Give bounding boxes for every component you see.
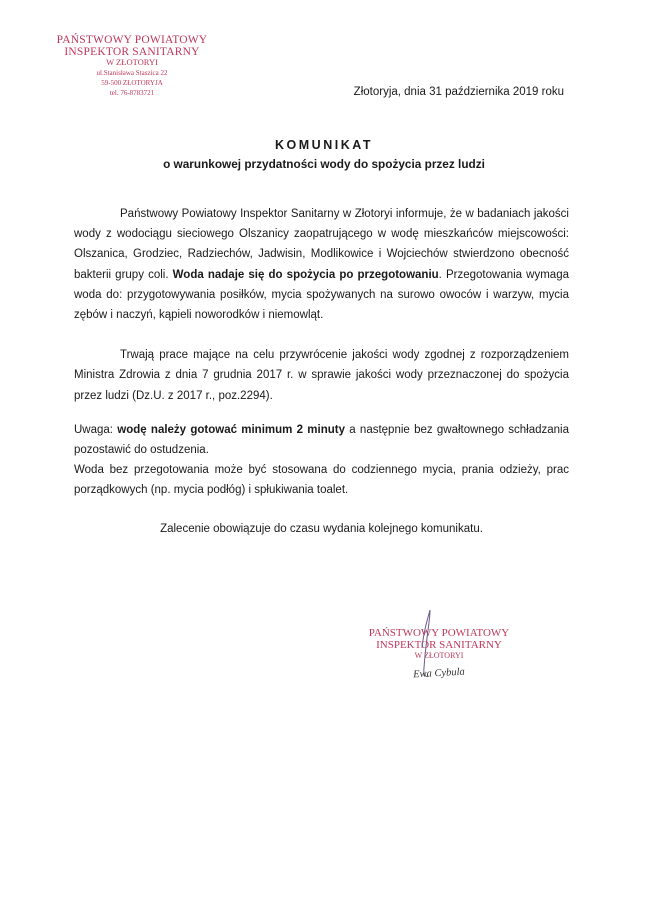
paragraph-3-bold: wodę należy gotować minimum 2 minuty [117,423,345,436]
signature-name: Ewa Cybula [412,667,466,681]
stamp-address [52,69,212,97]
stamp-postcode: 59-500 ZŁOTORYJA [101,79,163,88]
paragraph-1-text: Państwowy Powiatowy Inspektor Sanitarny w Złotoryi informuje, że w badaniach jakości wody z wodociągu sieciowego Olszanicy zaopatrującego w wodę mieszkańców miejscowości: Olszanica, Grodziec, Radziechów, Jadwisin, Modlikowice i Wojciechów stwierdzono obecność bakterii grupy coli. [74,208,569,281]
signature-stamp-line-3: W ZŁOTORYI [414,650,464,660]
stamp-phone: tel. 76-8783721 [109,89,155,98]
paragraph-1-text-cont: . Przegotowania wymaga woda do: przygotowywania posiłków, mycia spożywanych na surowo owoców i warzyw, mycia zębów i naczyń, kąpieli noworodków i niemowląt. [74,268,569,322]
signature-stamp-line-1: PAŃSTWOWY POWIATOWY [368,627,510,639]
document-body [74,204,569,539]
paragraph-3 [74,420,569,460]
stamp-street: ul.Stanisława Staszica 22 [96,69,168,78]
paragraph-1 [74,204,569,325]
paragraph-3-text: a następnie bez gwałtownego schładzania pozostawić do ostudzenia. [74,423,570,457]
header-stamp [52,34,212,97]
document-date: Złotoryja, dnia 31 października 2019 roku [353,86,564,98]
stamp-line-3: W ZŁOTORYI [106,57,158,68]
signature-stamp [364,628,514,680]
document-title: KOMUNIKAT [275,138,373,152]
document-subtitle: o warunkowej przydatności wody do spożycia przez ludzi [163,157,485,171]
signature-stamp-line-2: INSPEKTOR SANITARNY [376,638,502,651]
stamp-line-1: PAŃSTWOWY POWIATOWY [56,34,208,46]
stamp-line-2: INSPEKTOR SANITARNY [64,46,200,59]
paragraph-4: Woda bez przegotowania może być stosowana do codziennego mycia, prania odzieży, prac porządkowych (np. mycia podłóg) i spłukiwania toalet. [74,464,569,497]
paragraph-5: Zalecenie obowiązuje do czasu wydania kolejnego komunikatu. [160,522,483,535]
paragraph-1-bold: Woda nadaje się do spożycia po przegotowaniu [172,268,439,281]
paragraph-3-label: Uwaga: [74,423,118,436]
paragraph-2: Trwają prace mające na celu przywrócenie jakości wody zgodnej z rozporządzeniem Ministra Zdrowia z dnia 7 grudnia 2017 r. w sprawie jakości wody przeznaczonej do spożycia przez ludzi (Dz.U. z 2017 r., poz.2294). [74,349,569,402]
